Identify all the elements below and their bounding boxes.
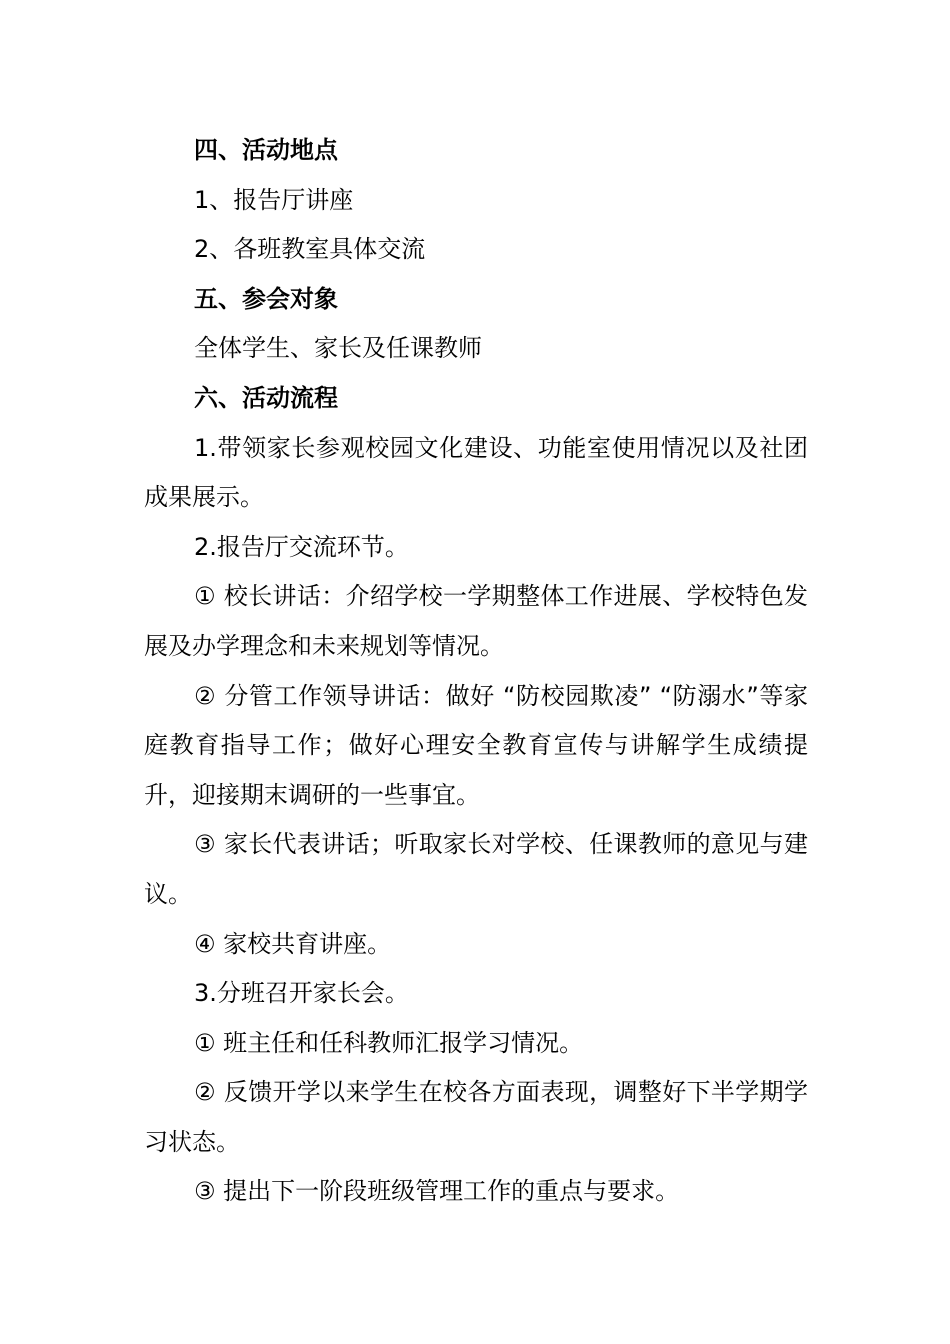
location-item-1: 1、报告厅讲座 xyxy=(194,185,354,214)
process-step-2-sub-2: ② 分管工作领导讲话：做好 “防校园欺凌” “防溺水”等家庭教育指导工作；做好心理安全教育宣传与讲解学生成绩提升，迎接期末调研的一些事宜。 xyxy=(144,681,808,809)
participants-text: 全体学生、家长及任课教师 xyxy=(194,334,482,363)
location-item-2: 2、各班教室具体交流 xyxy=(194,235,426,264)
process-step-3-sub-1: ① 班主任和任科教师汇报学习情况。 xyxy=(194,1028,584,1057)
section-heading-participants: 五、参会对象 xyxy=(194,284,338,313)
section-heading-process: 六、活动流程 xyxy=(194,383,338,412)
process-step-3-sub-3: ③ 提出下一阶段班级管理工作的重点与要求。 xyxy=(194,1177,680,1206)
process-step-1: 1.带领家长参观校园文化建设、功能室使用情况以及社团成果展示。 xyxy=(144,433,808,512)
section-heading-location: 四、活动地点 xyxy=(194,136,338,164)
process-step-3-sub-2: ② 反馈开学以来学生在校各方面表现，调整好下半学期学习状态。 xyxy=(144,1078,808,1156)
process-step-3: 3.分班召开家长会。 xyxy=(194,979,409,1008)
process-step-2: 2.报告厅交流环节。 xyxy=(194,532,409,561)
process-step-2-sub-1: ① 校长讲话：介绍学校一学期整体工作进展、学校特色发展及办学理念和未来规划等情况。 xyxy=(144,582,808,660)
process-step-2-sub-3: ③ 家长代表讲话；听取家长对学校、任课教师的意见与建议。 xyxy=(144,830,808,908)
document-body xyxy=(144,126,808,1217)
process-step-2-sub-4: ④ 家校共育讲座。 xyxy=(194,929,392,958)
